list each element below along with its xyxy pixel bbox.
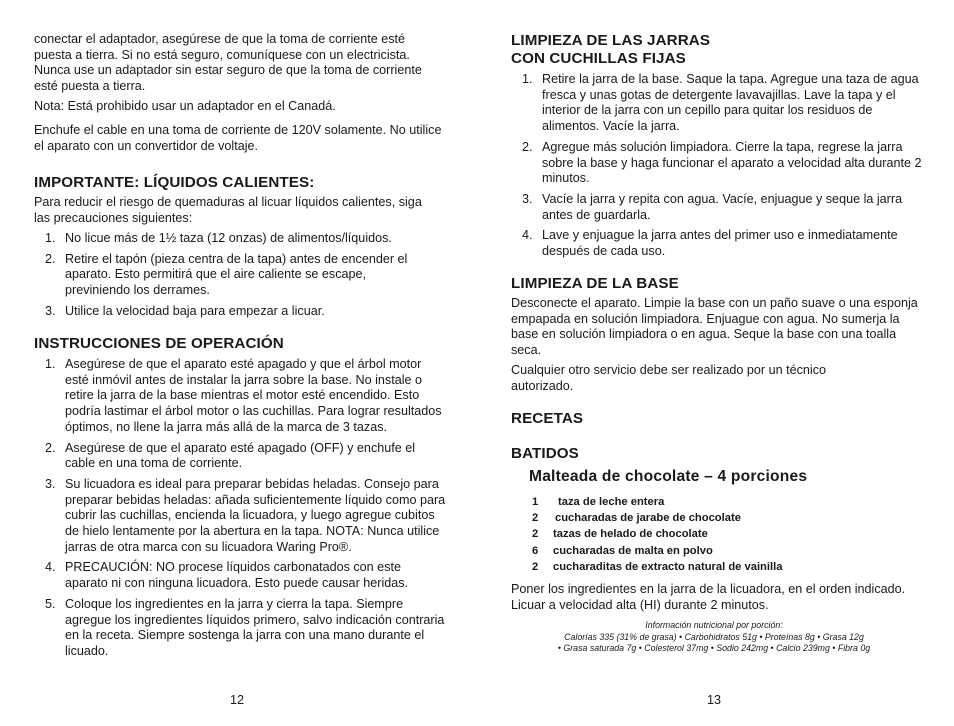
- list-item: 1. Retire la jarra de la base. Saque la tapa. Agregue una taza de agua fresca y unas gotas de detergente lavavajillas. Lave la tapa y el interior de la jarra con un cepillo para quitar los residuos de alimentos. Vacíe la jarra.: [522, 72, 919, 134]
- list-item: 1 taza de leche entera: [532, 496, 665, 508]
- list-item: 6 cucharadas de malta en polvo: [532, 544, 713, 557]
- nutrition-line-2: • Grasa saturada 7g • Colesterol 37mg • Sodio 242mg • Calcio 239mg • Fibra 0g: [557, 643, 871, 654]
- nutrition-title: Información nutricional por porción:: [645, 620, 783, 630]
- recipes-heading: RECETAS: [511, 410, 584, 427]
- recipe-title: Malteada de chocolate – 4 porciones: [529, 468, 808, 485]
- list-item: 2. Agregue más solución limpiadora. Cierre la tapa, regrese la jarra sobre la base y haga funcionar el aparato a velocidad alta durante 2 minutos.: [522, 139, 922, 186]
- intro-paragraph-2: Nota: Está prohibido usar un adaptador en el Canadá.: [34, 99, 336, 113]
- list-item: 2 cucharaditas de extracto natural de vainilla: [532, 560, 783, 573]
- list-item: 1. Asegúrese de que el aparato esté apagado y que el árbol motor esté inmóvil antes de instalar la jarra sobre la base. No instale o retire la jarra de la base mientras el motor esté encendido. Esto podría lastimar el árbol motor o las cuchillas. Para lograr resultados óptimos, no llene la jarra más allá de la marca de 3 tazas.: [45, 357, 442, 434]
- list-item: 2 tazas de helado de chocolate: [532, 528, 708, 541]
- list-item: 4. Lave y enjuague la jarra antes del primer uso e inmediatamente después de cada uso.: [522, 228, 898, 259]
- list-item: 2. Asegúrese de que el aparato esté apagado (OFF) y enchufe el cable en una toma de corriente.: [45, 440, 416, 471]
- list-item: 3. Utilice la velocidad baja para empezar a licuar.: [45, 303, 325, 318]
- hot-liquids-list: [34, 231, 446, 320]
- intro-paragraph-3: Enchufe el cable en una toma de corriente de 120V solamente. No utilice el aparato con un convertidor de voltaje.: [34, 123, 442, 153]
- recipe-directions: Poner los ingredientes en la jarra de la licuadora, en el orden indicado. Licuar a velocidad alta (HI) durante 2 minutos.: [511, 582, 906, 612]
- list-item: 3. Vacíe la jarra y repita con agua. Vacíe, enjuague y seque la jarra antes de guardarla.: [522, 191, 903, 222]
- base-cleaning-paragraph-1: Desconecte el aparato. Limpie la base con un paño suave o una esponja empapada en solución limpiadora. Enjuague con agua. No sumerja la base en solución limpiadora o en agua. Seque la base con una toalla seca.: [511, 296, 918, 358]
- hot-liquids-intro: Para reducir el riesgo de quemaduras al licuar líquidos calientes, siga las precauciones siguientes:: [34, 195, 422, 225]
- page-number-right: 13: [707, 693, 722, 707]
- base-cleaning-heading: LIMPIEZA DE LA BASE: [511, 275, 679, 292]
- list-item: 3. Su licuadora es ideal para preparar bebidas heladas. Consejo para preparar bebidas heladas: añada suficientemente líquido como para cubrir las cuchillas, encienda la licuadora, y luego agregue cubitos de hielo lentamente por la abertura en la tapa. NOTA: Nunca utilice jarras de otra marca con su licuadora Waring Pro®.: [45, 476, 446, 554]
- nutrition-info: [511, 620, 917, 655]
- jar-cleaning-heading: LIMPIEZA DE LAS JARRAS CON CUCHILLAS FIJAS: [511, 32, 711, 67]
- list-item: 5. Coloque los ingredientes en la jarra y cierra la tapa. Siempre agregue los ingredientes líquidos primero, salvo indicación contraria en la receta. Siempre sostenga la jarra con una mano durante el licuado.: [45, 596, 445, 658]
- list-item: 2. Retire el tapón (pieza centra de la tapa) antes de encender el aparato. Esto permitirá que el aire caliente se escape, previniendo los derrames.: [45, 251, 408, 298]
- ingredients-list: [511, 494, 923, 575]
- shakes-heading: BATIDOS: [511, 445, 579, 462]
- base-cleaning-paragraph-2: Cualquier otro servicio debe ser realizado por un técnico autorizado.: [511, 363, 827, 393]
- intro-paragraph-1: conectar el adaptador, asegúrese de que la toma de corriente esté puesta a tierra. Si no está seguro, comuníquese con un electricista. Nunca use un adaptador sin estar seguro de que la toma de corriente esté puesta a tierra.: [34, 32, 422, 94]
- jar-cleaning-list: [511, 72, 923, 260]
- list-item: 2 cucharadas de jarabe de chocolate: [532, 512, 741, 525]
- operation-heading: INSTRUCCIONES DE OPERACIÓN: [34, 335, 284, 352]
- list-item: 4. PRECAUCIÓN: NO procese líquidos carbonatados con este aparato ni con ninguna licuadora. Esto puede causar heridas.: [45, 560, 409, 591]
- hot-liquids-heading: IMPORTANTE: LÍQUIDOS CALIENTES:: [34, 174, 315, 191]
- operation-list: [34, 357, 446, 660]
- page-number-left: 12: [230, 693, 245, 707]
- nutrition-line-1: Calorías 335 (31% de grasa) • Carbohidratos 51g • Proteínas 8g • Grasa 12g: [564, 631, 864, 642]
- list-item: 1. No licue más de 1½ taza (12 onzas) de alimentos/líquidos.: [45, 231, 392, 245]
